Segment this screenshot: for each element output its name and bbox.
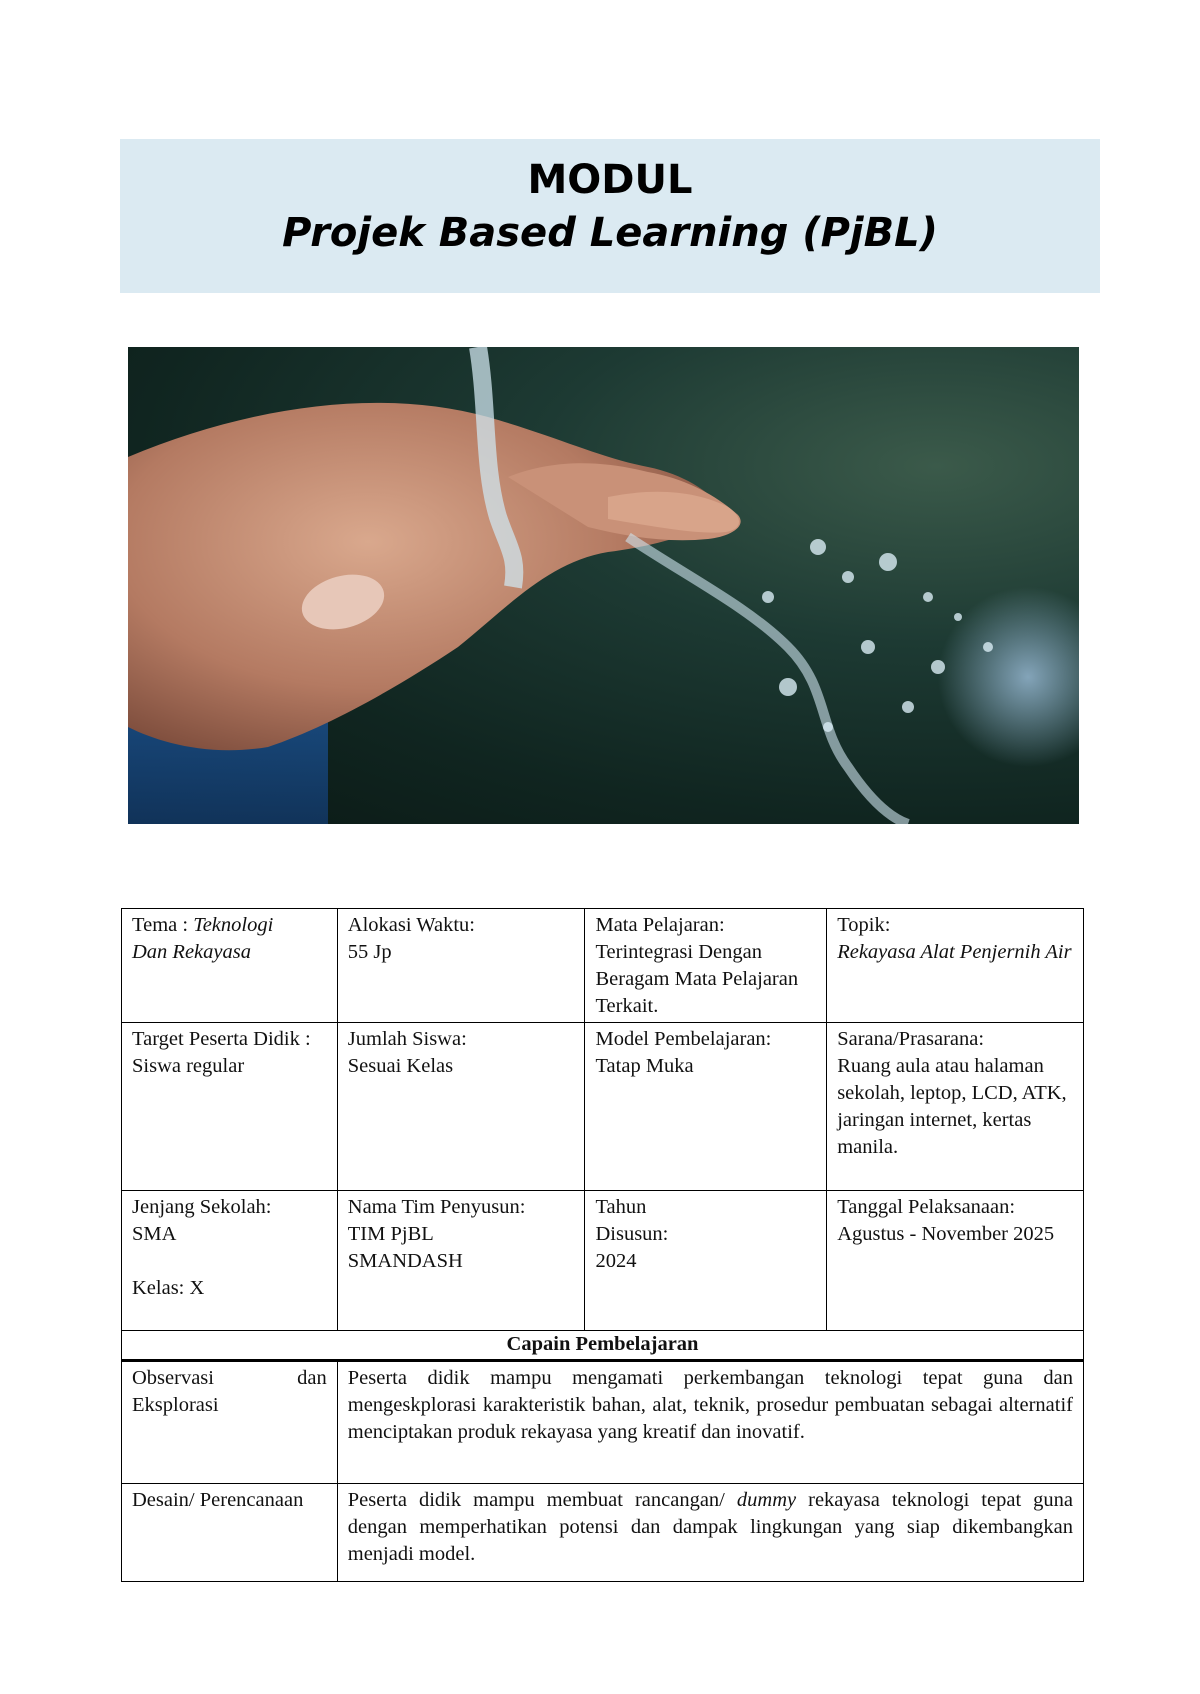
mapel-value: Terintegrasi Dengan Beragam Mata Pelajaran Terkait. — [595, 941, 799, 1017]
alokasi-cell — [337, 909, 585, 1023]
module-title-banner — [120, 139, 1100, 293]
jumlah-cell — [337, 1023, 585, 1191]
kelas-value: Kelas: X — [132, 1277, 205, 1299]
tim-cell — [337, 1191, 585, 1331]
topik-label: Topik: — [837, 914, 891, 936]
desain-text-after: rekayasa teknologi tepat guna dengan memperhatikan potensi dan dampak lingkungan yang siap dikembangkan menjadi model. — [347, 1489, 1074, 1565]
target-value: Siswa regular — [132, 1055, 245, 1077]
desain-text-before: Peserta didik mampu membuat rancangan/ — [347, 1489, 737, 1511]
jumlah-label: Jumlah Siswa: — [347, 1028, 467, 1050]
capaian-row-label — [122, 1361, 338, 1484]
sarana-label: Sarana/Prasarana: — [837, 1028, 985, 1050]
tema-value-2: Dan Rekayasa — [132, 941, 251, 963]
tanggal-label: Tanggal Pelaksanaan: — [837, 1196, 1016, 1218]
tanggal-value: Agustus - November 2025 — [837, 1223, 1055, 1245]
hands-water-photo — [128, 347, 1079, 824]
observasi-text: Peserta didik mampu mengamati perkembangan teknologi tepat guna dan mengeskplorasi karakteristik bahan, alat, teknik, prosedur pembuatan sebagai alternatif menciptakan produk rekayasa yang kreatif dan inovatif. — [337, 1361, 1083, 1484]
tema-label: Tema : — [132, 914, 194, 936]
topik-cell — [827, 909, 1084, 1023]
sarana-cell — [827, 1023, 1084, 1191]
tahun-label-2: Disusun: — [595, 1223, 669, 1245]
capaian-row-label — [122, 1484, 338, 1582]
desain-text — [337, 1484, 1083, 1582]
tahun-label-1: Tahun — [595, 1196, 647, 1218]
desain-label: Desain/ Perencanaan — [132, 1489, 304, 1511]
jenjang-cell — [122, 1191, 338, 1331]
model-cell — [585, 1023, 827, 1191]
alokasi-label: Alokasi Waktu: — [347, 914, 475, 936]
mapel-cell — [585, 909, 827, 1023]
model-value: Tatap Muka — [595, 1055, 694, 1077]
target-label: Target Peserta Didik : — [132, 1028, 311, 1050]
tim-value-2: SMANDASH — [347, 1250, 463, 1272]
tahun-value: 2024 — [595, 1250, 637, 1272]
module-title: MODUL — [527, 157, 693, 203]
module-subtitle: Projek Based Learning (PjBL) — [282, 210, 938, 256]
alokasi-value: 55 Jp — [347, 941, 392, 963]
capaian-heading: Capain Pembelajaran — [122, 1331, 1084, 1361]
tema-value-1: Teknologi — [193, 914, 274, 936]
module-info-table — [121, 908, 1084, 1582]
topik-value: Rekayasa Alat Penjernih Air — [837, 941, 1072, 963]
tim-value-1: TIM PjBL — [347, 1223, 434, 1245]
tim-label: Nama Tim Penyusun: — [347, 1196, 526, 1218]
jumlah-value: Sesuai Kelas — [347, 1055, 454, 1077]
desain-text-italic: dummy — [736, 1489, 797, 1511]
mapel-label: Mata Pelajaran: — [595, 914, 725, 936]
observasi-label: Observasi dan Eksplorasi — [132, 1367, 327, 1416]
tahun-cell — [585, 1191, 827, 1331]
tanggal-cell — [827, 1191, 1084, 1331]
sarana-value: Ruang aula atau halaman sekolah, leptop, LCD, ATK, jaringan internet, kertas manila. — [837, 1055, 1067, 1158]
jenjang-value: SMA — [132, 1223, 177, 1245]
model-label: Model Pembelajaran: — [595, 1028, 772, 1050]
target-cell — [122, 1023, 338, 1191]
tema-cell — [122, 909, 338, 1023]
jenjang-label: Jenjang Sekolah: — [132, 1196, 272, 1218]
